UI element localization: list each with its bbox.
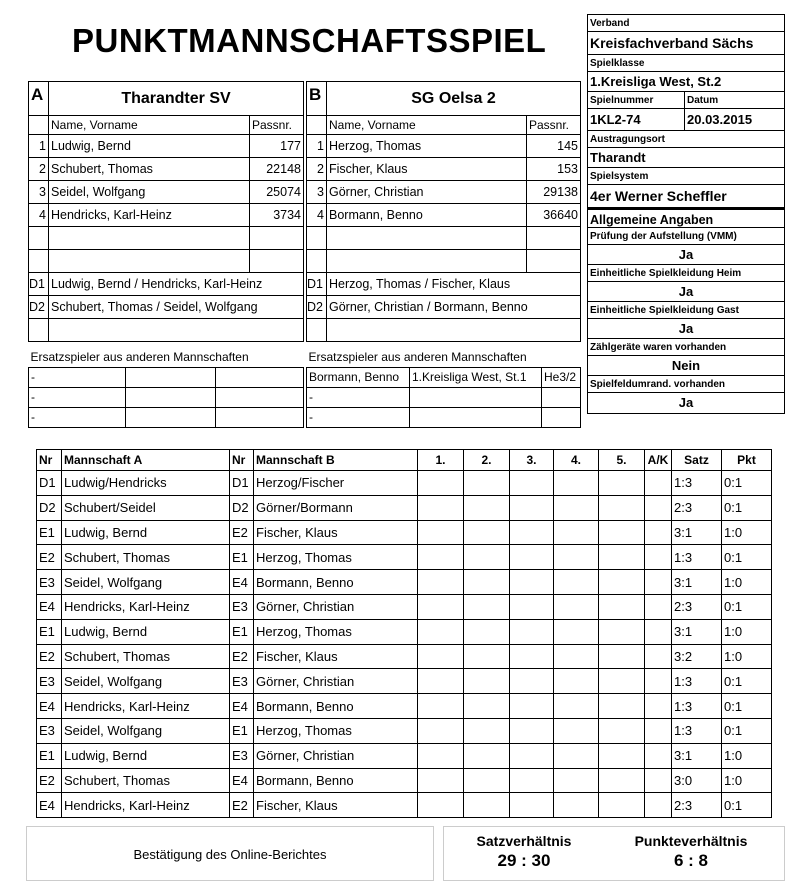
column-header: Mannschaft A bbox=[62, 450, 230, 471]
punkte-total bbox=[616, 833, 766, 871]
column-header: 2. bbox=[464, 450, 510, 471]
player-pass: 36640 bbox=[527, 204, 581, 227]
satz-label: Satzverhältnis bbox=[476, 833, 572, 849]
set-4 bbox=[554, 694, 599, 719]
set-3 bbox=[510, 619, 554, 644]
set-2 bbox=[464, 619, 510, 644]
pkt-cell: 0:1 bbox=[722, 545, 772, 570]
match-nr-a: D2 bbox=[37, 495, 62, 520]
set-3 bbox=[510, 495, 554, 520]
match-player-b: Herzog, Thomas bbox=[254, 718, 418, 743]
ak-cell bbox=[645, 495, 672, 520]
set-3 bbox=[510, 545, 554, 570]
set-2 bbox=[464, 669, 510, 694]
set-1 bbox=[418, 743, 464, 768]
satz-cell: 2:3 bbox=[672, 793, 722, 818]
satz-cell: 3:1 bbox=[672, 570, 722, 595]
match-nr-b: E4 bbox=[230, 694, 254, 719]
set-1 bbox=[418, 768, 464, 793]
spielnummer-datum-labels bbox=[588, 92, 784, 109]
match-nr-b: E4 bbox=[230, 570, 254, 595]
player-name: Herzog, Thomas bbox=[327, 135, 527, 158]
ak-cell bbox=[645, 594, 672, 619]
column-header: Nr bbox=[37, 450, 62, 471]
table-row: 3 Seidel, Wolfgang 25074 bbox=[29, 181, 304, 204]
set-2 bbox=[464, 594, 510, 619]
match-player-a: Hendricks, Karl-Heinz bbox=[62, 594, 230, 619]
set-4 bbox=[554, 793, 599, 818]
satz-cell: 1:3 bbox=[672, 669, 722, 694]
subs-a-title: Ersatzspieler aus anderen Mannschaften bbox=[29, 347, 304, 367]
match-nr-a: E3 bbox=[37, 669, 62, 694]
set-4 bbox=[554, 743, 599, 768]
match-nr-b: D1 bbox=[230, 471, 254, 496]
match-player-b: Görner, Christian bbox=[254, 743, 418, 768]
match-player-a: Ludwig, Bernd bbox=[62, 743, 230, 768]
team-a-letter: A bbox=[29, 82, 49, 116]
set-4 bbox=[554, 669, 599, 694]
set-1 bbox=[418, 545, 464, 570]
match-nr-a: E1 bbox=[37, 520, 62, 545]
ak-cell bbox=[645, 471, 672, 496]
match-player-b: Herzog, Thomas bbox=[254, 545, 418, 570]
table-row: 4 Hendricks, Karl-Heinz 3734 bbox=[29, 204, 304, 227]
match-nr-b: E2 bbox=[230, 793, 254, 818]
set-3 bbox=[510, 743, 554, 768]
match-nr-b: E1 bbox=[230, 718, 254, 743]
set-1 bbox=[418, 793, 464, 818]
match-player-a: Hendricks, Karl-Heinz bbox=[62, 793, 230, 818]
pkt-cell: 1:0 bbox=[722, 644, 772, 669]
set-1 bbox=[418, 718, 464, 743]
datum-label: Datum bbox=[687, 95, 719, 106]
set-5 bbox=[599, 545, 645, 570]
satz-cell: 3:0 bbox=[672, 768, 722, 793]
pkt-cell: 0:1 bbox=[722, 669, 772, 694]
match-player-b: Bormann, Benno bbox=[254, 570, 418, 595]
totals-box bbox=[443, 826, 785, 881]
pkt-cell: 1:0 bbox=[722, 570, 772, 595]
match-player-a: Schubert, Thomas bbox=[62, 768, 230, 793]
match-nr-a: E4 bbox=[37, 694, 62, 719]
match-player-b: Görner, Christian bbox=[254, 669, 418, 694]
player-pass: 177 bbox=[250, 135, 304, 158]
set-3 bbox=[510, 793, 554, 818]
player-name: Fischer, Klaus bbox=[327, 158, 527, 181]
doubles-names: Ludwig, Bernd / Hendricks, Karl-Heinz bbox=[49, 273, 304, 296]
pkt-cell: 0:1 bbox=[722, 594, 772, 619]
match-nr-b: E3 bbox=[230, 743, 254, 768]
table-row: - bbox=[307, 387, 581, 407]
player-pass: 22148 bbox=[250, 158, 304, 181]
punkte-value: 6 : 8 bbox=[673, 851, 709, 870]
player-name: Görner, Christian bbox=[327, 181, 527, 204]
pkt-cell: 0:1 bbox=[722, 471, 772, 496]
datum-value: 20.03.2015 bbox=[687, 112, 753, 127]
match-row bbox=[37, 793, 772, 818]
match-player-a: Schubert, Thomas bbox=[62, 644, 230, 669]
match-nr-b: E2 bbox=[230, 520, 254, 545]
set-1 bbox=[418, 495, 464, 520]
table-row: - bbox=[29, 367, 304, 387]
team-b-letter: B bbox=[307, 82, 327, 116]
system-label: Spielsystem bbox=[588, 168, 784, 185]
table-row: - bbox=[29, 387, 304, 407]
match-player-b: Görner/Bormann bbox=[254, 495, 418, 520]
set-4 bbox=[554, 594, 599, 619]
match-nr-b: E4 bbox=[230, 768, 254, 793]
answer-kleidung-heim: Ja bbox=[588, 282, 784, 302]
satz-cell: 1:3 bbox=[672, 471, 722, 496]
table-row: D2 Schubert, Thomas / Seidel, Wolfgang bbox=[29, 296, 304, 319]
satz-value: 29 : 30 bbox=[497, 851, 551, 870]
pkt-cell: 1:0 bbox=[722, 768, 772, 793]
set-4 bbox=[554, 768, 599, 793]
punkte-label: Punkteverhältnis bbox=[634, 833, 748, 849]
ak-cell bbox=[645, 694, 672, 719]
confirmation-box bbox=[26, 826, 434, 881]
satz-cell: 3:1 bbox=[672, 743, 722, 768]
match-player-b: Bormann, Benno bbox=[254, 694, 418, 719]
table-row: 1 Herzog, Thomas 145 bbox=[307, 135, 581, 158]
satz-cell: 1:3 bbox=[672, 694, 722, 719]
column-header: Pkt bbox=[722, 450, 772, 471]
match-nr-b: E2 bbox=[230, 644, 254, 669]
match-player-a: Hendricks, Karl-Heinz bbox=[62, 694, 230, 719]
match-row bbox=[37, 570, 772, 595]
match-nr-b: E1 bbox=[230, 545, 254, 570]
ort-value: Tharandt bbox=[588, 148, 784, 168]
ak-cell bbox=[645, 619, 672, 644]
ak-cell bbox=[645, 644, 672, 669]
set-3 bbox=[510, 520, 554, 545]
set-1 bbox=[418, 570, 464, 595]
satz-cell: 2:3 bbox=[672, 594, 722, 619]
player-name: Bormann, Benno bbox=[327, 204, 527, 227]
set-5 bbox=[599, 594, 645, 619]
pkt-cell: 0:1 bbox=[722, 495, 772, 520]
match-player-b: Fischer, Klaus bbox=[254, 793, 418, 818]
set-5 bbox=[599, 669, 645, 694]
set-4 bbox=[554, 520, 599, 545]
team-b-col-name: Name, Vorname bbox=[327, 116, 527, 135]
table-row: - bbox=[307, 407, 581, 427]
table-row: 4 Bormann, Benno 36640 bbox=[307, 204, 581, 227]
satz-cell: 2:3 bbox=[672, 495, 722, 520]
set-2 bbox=[464, 793, 510, 818]
match-nr-a: E2 bbox=[37, 545, 62, 570]
match-player-a: Schubert/Seidel bbox=[62, 495, 230, 520]
question-zaehlgeraete: Zählgeräte waren vorhanden bbox=[588, 339, 784, 356]
pkt-cell: 0:1 bbox=[722, 694, 772, 719]
match-row bbox=[37, 520, 772, 545]
set-2 bbox=[464, 471, 510, 496]
team-b-table bbox=[306, 81, 581, 342]
question-kleidung-gast: Einheitliche Spielkleidung Gast bbox=[588, 302, 784, 319]
set-5 bbox=[599, 768, 645, 793]
table-row: 2 Fischer, Klaus 153 bbox=[307, 158, 581, 181]
column-header: 3. bbox=[510, 450, 554, 471]
set-4 bbox=[554, 495, 599, 520]
verband-value: Kreisfachverband Sächs bbox=[588, 32, 784, 55]
player-name: Schubert, Thomas bbox=[49, 158, 250, 181]
ak-cell bbox=[645, 520, 672, 545]
question-aufstellung: Prüfung der Aufstellung (VMM) bbox=[588, 228, 784, 245]
column-header: Mannschaft B bbox=[254, 450, 418, 471]
question-spielfeldumrandung: Spielfeldumrand. vorhanden bbox=[588, 376, 784, 393]
column-header: 5. bbox=[599, 450, 645, 471]
match-nr-b: D2 bbox=[230, 495, 254, 520]
set-4 bbox=[554, 644, 599, 669]
match-row bbox=[37, 768, 772, 793]
column-header: Satz bbox=[672, 450, 722, 471]
column-header: 1. bbox=[418, 450, 464, 471]
match-player-a: Seidel, Wolfgang bbox=[62, 718, 230, 743]
set-2 bbox=[464, 644, 510, 669]
team-b-name: SG Oelsa 2 bbox=[327, 82, 581, 116]
team-a-col-pass: Passnr. bbox=[250, 116, 304, 135]
team-a-col-name: Name, Vorname bbox=[49, 116, 250, 135]
set-5 bbox=[599, 619, 645, 644]
set-3 bbox=[510, 669, 554, 694]
match-row bbox=[37, 594, 772, 619]
set-3 bbox=[510, 471, 554, 496]
player-pass: 145 bbox=[527, 135, 581, 158]
answer-zaehlgeraete: Nein bbox=[588, 356, 784, 376]
satz-cell: 3:1 bbox=[672, 619, 722, 644]
set-3 bbox=[510, 594, 554, 619]
answer-aufstellung: Ja bbox=[588, 245, 784, 265]
table-row: D2 Görner, Christian / Bormann, Benno bbox=[307, 296, 581, 319]
set-3 bbox=[510, 694, 554, 719]
satz-cell: 1:3 bbox=[672, 718, 722, 743]
spielklasse-label: Spielklasse bbox=[588, 55, 784, 72]
match-nr-b: E3 bbox=[230, 594, 254, 619]
pkt-cell: 0:1 bbox=[722, 718, 772, 743]
set-1 bbox=[418, 644, 464, 669]
player-name: Hendricks, Karl-Heinz bbox=[49, 204, 250, 227]
satz-cell: 1:3 bbox=[672, 545, 722, 570]
set-1 bbox=[418, 669, 464, 694]
spielnummer-label: Spielnummer bbox=[588, 92, 685, 108]
match-nr-a: E4 bbox=[37, 594, 62, 619]
spielklasse-value: 1.Kreisliga West, St.2 bbox=[588, 72, 784, 92]
doubles-names: Schubert, Thomas / Seidel, Wolfgang bbox=[49, 296, 304, 319]
satz-total bbox=[454, 833, 594, 871]
ak-cell bbox=[645, 570, 672, 595]
set-2 bbox=[464, 545, 510, 570]
answer-kleidung-gast: Ja bbox=[588, 319, 784, 339]
page-title: PUNKTMANNSCHAFTSSPIEL bbox=[72, 22, 547, 59]
matches-header-row bbox=[37, 450, 772, 471]
pkt-cell: 0:1 bbox=[722, 793, 772, 818]
subs-a-table bbox=[28, 347, 304, 428]
match-nr-b: E3 bbox=[230, 669, 254, 694]
ak-cell bbox=[645, 718, 672, 743]
match-nr-a: E1 bbox=[37, 743, 62, 768]
match-info-panel bbox=[587, 14, 785, 414]
match-nr-a: D1 bbox=[37, 471, 62, 496]
set-2 bbox=[464, 570, 510, 595]
set-1 bbox=[418, 471, 464, 496]
set-1 bbox=[418, 619, 464, 644]
satz-cell: 3:1 bbox=[672, 520, 722, 545]
match-row bbox=[37, 718, 772, 743]
set-2 bbox=[464, 743, 510, 768]
player-pass: 153 bbox=[527, 158, 581, 181]
set-1 bbox=[418, 694, 464, 719]
ak-cell bbox=[645, 545, 672, 570]
match-player-b: Bormann, Benno bbox=[254, 768, 418, 793]
match-row bbox=[37, 669, 772, 694]
match-player-a: Schubert, Thomas bbox=[62, 545, 230, 570]
match-nr-a: E4 bbox=[37, 793, 62, 818]
match-player-b: Herzog, Thomas bbox=[254, 619, 418, 644]
player-pass: 3734 bbox=[250, 204, 304, 227]
set-3 bbox=[510, 768, 554, 793]
doubles-names: Herzog, Thomas / Fischer, Klaus bbox=[327, 273, 581, 296]
table-row: 3 Görner, Christian 29138 bbox=[307, 181, 581, 204]
set-2 bbox=[464, 768, 510, 793]
set-4 bbox=[554, 545, 599, 570]
match-player-b: Fischer, Klaus bbox=[254, 644, 418, 669]
table-row: D1 Ludwig, Bernd / Hendricks, Karl-Heinz bbox=[29, 273, 304, 296]
set-5 bbox=[599, 570, 645, 595]
confirmation-label: Bestätigung des Online-Berichtes bbox=[133, 847, 327, 862]
subs-b-title: Ersatzspieler aus anderen Mannschaften bbox=[307, 347, 581, 367]
ak-cell bbox=[645, 669, 672, 694]
match-nr-b: E1 bbox=[230, 619, 254, 644]
team-a-name: Tharandter SV bbox=[49, 82, 304, 116]
set-5 bbox=[599, 471, 645, 496]
set-3 bbox=[510, 570, 554, 595]
match-row bbox=[37, 743, 772, 768]
set-5 bbox=[599, 644, 645, 669]
table-row: 1 Ludwig, Bernd 177 bbox=[29, 135, 304, 158]
spielnummer-datum-values bbox=[588, 109, 784, 131]
set-1 bbox=[418, 594, 464, 619]
ak-cell bbox=[645, 793, 672, 818]
match-player-a: Seidel, Wolfgang bbox=[62, 669, 230, 694]
table-row: 2 Schubert, Thomas 22148 bbox=[29, 158, 304, 181]
match-nr-a: E3 bbox=[37, 718, 62, 743]
match-row bbox=[37, 694, 772, 719]
ort-label: Austragungsort bbox=[588, 131, 784, 148]
answer-spielfeldumrandung: Ja bbox=[678, 395, 694, 410]
pkt-cell: 1:0 bbox=[722, 520, 772, 545]
set-5 bbox=[599, 495, 645, 520]
player-name: Ludwig, Bernd bbox=[49, 135, 250, 158]
column-header: Nr bbox=[230, 450, 254, 471]
satz-cell: 3:2 bbox=[672, 644, 722, 669]
match-player-a: Ludwig, Bernd bbox=[62, 520, 230, 545]
match-nr-a: E2 bbox=[37, 644, 62, 669]
match-nr-a: E2 bbox=[37, 768, 62, 793]
question-kleidung-heim: Einheitliche Spielkleidung Heim bbox=[588, 265, 784, 282]
set-5 bbox=[599, 718, 645, 743]
match-row bbox=[37, 471, 772, 496]
doubles-names: Görner, Christian / Bormann, Benno bbox=[327, 296, 581, 319]
set-5 bbox=[599, 520, 645, 545]
pkt-cell: 1:0 bbox=[722, 619, 772, 644]
ak-cell bbox=[645, 743, 672, 768]
column-header: A/K bbox=[645, 450, 672, 471]
matches-table bbox=[36, 449, 772, 818]
set-5 bbox=[599, 793, 645, 818]
set-3 bbox=[510, 718, 554, 743]
set-4 bbox=[554, 619, 599, 644]
match-player-a: Ludwig/Hendricks bbox=[62, 471, 230, 496]
set-1 bbox=[418, 520, 464, 545]
match-nr-a: E1 bbox=[37, 619, 62, 644]
match-player-b: Fischer, Klaus bbox=[254, 520, 418, 545]
match-row bbox=[37, 495, 772, 520]
match-player-b: Görner, Christian bbox=[254, 594, 418, 619]
spielnummer-value: 1KL2-74 bbox=[588, 109, 685, 130]
set-2 bbox=[464, 718, 510, 743]
match-player-a: Ludwig, Bernd bbox=[62, 619, 230, 644]
match-row bbox=[37, 545, 772, 570]
table-row: - bbox=[29, 407, 304, 427]
match-row bbox=[37, 619, 772, 644]
player-name: Seidel, Wolfgang bbox=[49, 181, 250, 204]
set-2 bbox=[464, 520, 510, 545]
subs-b-table bbox=[306, 347, 581, 428]
match-nr-a: E3 bbox=[37, 570, 62, 595]
player-pass: 25074 bbox=[250, 181, 304, 204]
match-player-a: Seidel, Wolfgang bbox=[62, 570, 230, 595]
column-header: 4. bbox=[554, 450, 599, 471]
match-row bbox=[37, 644, 772, 669]
ak-cell bbox=[645, 768, 672, 793]
match-player-b: Herzog/Fischer bbox=[254, 471, 418, 496]
verband-label: Verband bbox=[588, 15, 784, 32]
set-5 bbox=[599, 694, 645, 719]
team-a-table bbox=[28, 81, 304, 342]
player-pass: 29138 bbox=[527, 181, 581, 204]
set-3 bbox=[510, 644, 554, 669]
table-row: D1 Herzog, Thomas / Fischer, Klaus bbox=[307, 273, 581, 296]
table-row: Bormann, Benno 1.Kreisliga West, St.1 He3/2 bbox=[307, 367, 581, 387]
team-b-col-pass: Passnr. bbox=[527, 116, 581, 135]
system-value: 4er Werner Scheffler bbox=[588, 185, 784, 208]
set-4 bbox=[554, 570, 599, 595]
set-5 bbox=[599, 743, 645, 768]
set-4 bbox=[554, 718, 599, 743]
allgemein-heading: Allgemeine Angaben bbox=[588, 208, 784, 228]
pkt-cell: 1:0 bbox=[722, 743, 772, 768]
set-2 bbox=[464, 495, 510, 520]
set-2 bbox=[464, 694, 510, 719]
set-4 bbox=[554, 471, 599, 496]
